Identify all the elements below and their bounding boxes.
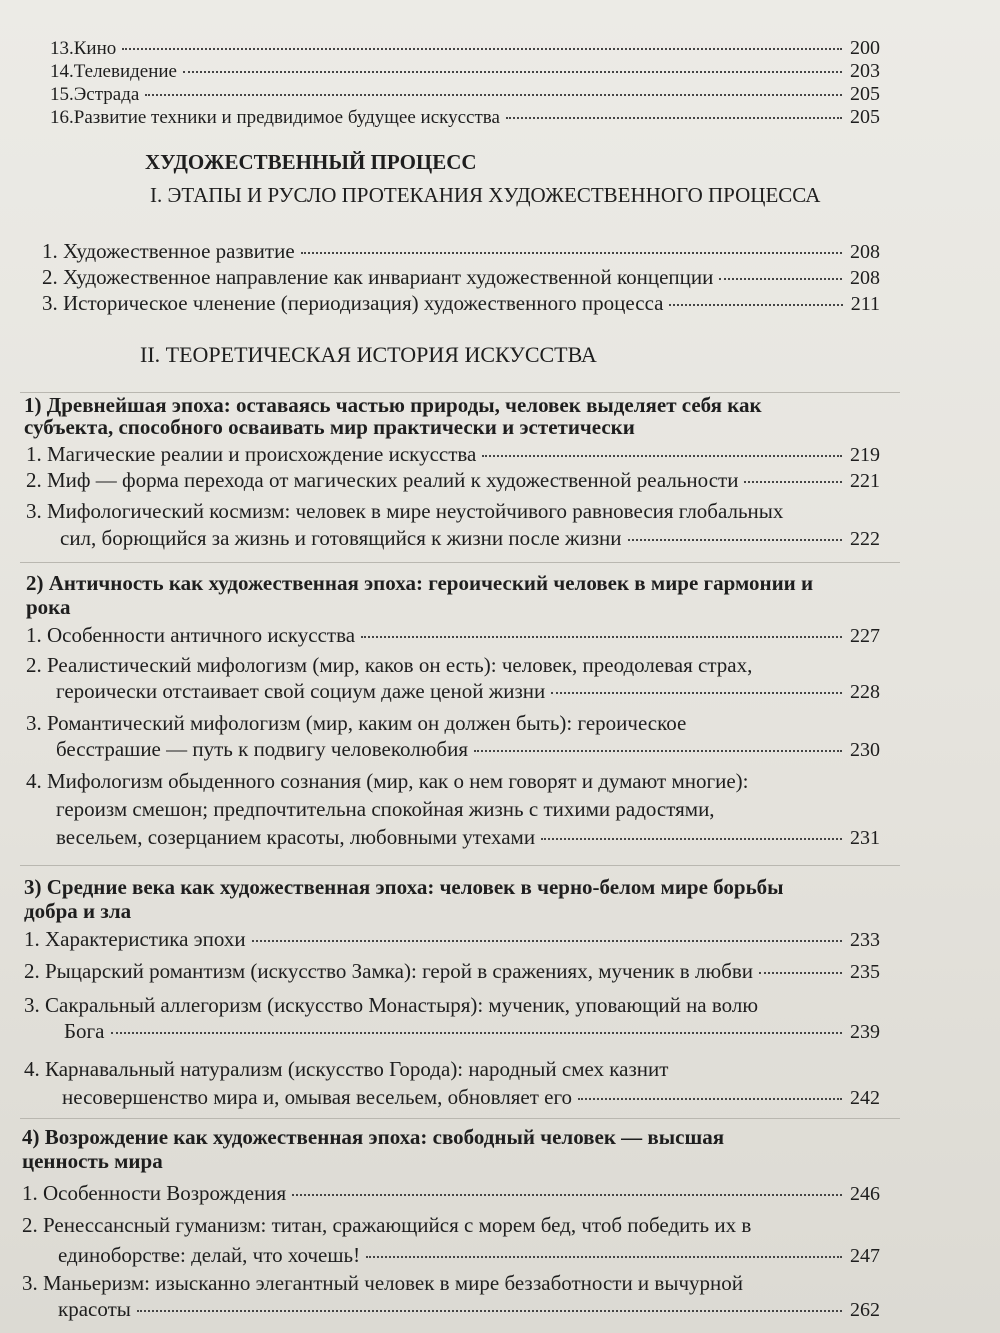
toc-entry bbox=[56, 678, 880, 705]
toc-page-number: 235 bbox=[850, 961, 880, 983]
leader-dots bbox=[669, 304, 842, 306]
toc-entry bbox=[50, 104, 880, 131]
toc-entry-text: 15.Эстрада bbox=[50, 84, 140, 105]
leader-dots bbox=[719, 278, 842, 280]
toc-entry-text: 16.Развитие техники и предвидимое будущее искусства bbox=[50, 107, 500, 128]
toc-entry bbox=[58, 1296, 880, 1323]
leader-dots bbox=[541, 838, 842, 840]
leader-dots bbox=[122, 48, 842, 50]
toc-page-number: 205 bbox=[850, 106, 880, 128]
leader-dots bbox=[628, 539, 842, 541]
toc-page-number: 222 bbox=[850, 528, 880, 550]
toc-entry-text: 2. Рыцарский романтизм (искусство Замка): герой в сражениях, мученик в любви bbox=[24, 959, 753, 983]
toc-page-number: 227 bbox=[850, 625, 880, 647]
toc-entry-text: 3. Мифологический космизм: человек в мире неустойчивого равновесия глобальных bbox=[26, 499, 784, 523]
toc-entry-text: 1. Особенности Возрождения bbox=[22, 1181, 287, 1205]
leader-dots bbox=[366, 1256, 842, 1258]
leader-dots bbox=[137, 1310, 842, 1312]
toc-entry-text: единоборстве: делай, что хочешь! bbox=[58, 1243, 361, 1267]
toc-page-number: 211 bbox=[850, 293, 880, 315]
toc-entry-text: 3. Маньеризм: изысканно элегантный человек в мире беззаботности и вычурной bbox=[22, 1271, 743, 1295]
leader-dots bbox=[292, 1194, 842, 1196]
toc-entry bbox=[42, 290, 880, 317]
toc-entry bbox=[64, 1018, 880, 1045]
leader-dots bbox=[759, 972, 842, 974]
epoch-heading: ценность мира bbox=[22, 1149, 163, 1173]
chapter-title: II. ТЕОРЕТИЧЕСКАЯ ИСТОРИЯ ИСКУССТВА bbox=[140, 342, 597, 367]
toc-page-number: 231 bbox=[850, 827, 880, 849]
epoch-heading: добра и зла bbox=[24, 899, 132, 923]
epoch-heading: 4) Возрождение как художественная эпоха: свободный человек — высшая bbox=[22, 1125, 725, 1149]
toc-page-number: 228 bbox=[850, 681, 880, 703]
toc-entry-text: 4. Карнавальный натурализм (искусство Города): народный смех казнит bbox=[24, 1057, 669, 1081]
toc-entry-text: 14.Телевидение bbox=[50, 61, 177, 82]
toc-entry bbox=[42, 264, 880, 291]
toc-entry-text: 3. Сакральный аллегоризм (искусство Монастыря): мученик, уповающий на волю bbox=[24, 993, 759, 1017]
part-title: ХУДОЖЕСТВЕННЫЙ ПРОЦЕСС bbox=[145, 150, 477, 174]
toc-page-number: 205 bbox=[850, 83, 880, 105]
leader-dots bbox=[744, 481, 842, 483]
toc-page-number: 208 bbox=[850, 267, 880, 289]
toc-entry-text: 3. Историческое членение (периодизация) художественного процесса bbox=[42, 291, 664, 315]
toc-entry bbox=[24, 958, 880, 985]
leader-dots bbox=[301, 252, 842, 254]
toc-entry-text: героизм смешон; предпочтительна спокойная жизнь с тихими радостями, bbox=[56, 797, 715, 821]
leader-dots bbox=[145, 94, 842, 96]
toc-page-number: 219 bbox=[850, 444, 880, 466]
toc-page-number: 242 bbox=[850, 1087, 880, 1109]
epoch-heading: 2) Античность как художественная эпоха: героический человек в мире гармонии и bbox=[26, 571, 814, 595]
epoch-heading: 1) Древнейшая эпоха: оставаясь частью природы, человек выделяет себя как bbox=[24, 393, 762, 417]
toc-entry-text: 1. Художественное развитие bbox=[42, 239, 295, 263]
toc-entry-text: несовершенство мира и, омывая весельем, обновляет его bbox=[62, 1085, 573, 1109]
toc-entry-text: 2. Миф — форма перехода от магических реалий к художественной реальности bbox=[26, 468, 739, 492]
toc-entry-text: красоты bbox=[58, 1297, 131, 1321]
toc-entry-text: сил, борющийся за жизнь и готовящийся к жизни после жизни bbox=[60, 526, 622, 550]
toc-entry bbox=[26, 441, 880, 468]
toc-entry-text: Бога bbox=[64, 1019, 105, 1043]
toc-entry-text: 2. Ренессансный гуманизм: титан, сражающийся с морем бед, чтоб победить их в bbox=[22, 1213, 752, 1237]
leader-dots bbox=[474, 750, 842, 752]
toc-entry bbox=[42, 238, 880, 265]
toc-entry-text: бесстрашие — путь к подвигу человеколюбия bbox=[56, 737, 468, 761]
toc-page-number: 246 bbox=[850, 1183, 880, 1205]
toc-entry-text: 1. Особенности античного искусства bbox=[26, 623, 356, 647]
toc-entry-text: весельем, созерцанием красоты, любовными утехами bbox=[56, 825, 536, 849]
toc-entry bbox=[58, 1242, 880, 1269]
section-divider bbox=[20, 562, 900, 563]
toc-entry bbox=[56, 824, 880, 851]
leader-dots bbox=[111, 1032, 843, 1034]
section-divider bbox=[20, 1118, 900, 1119]
toc-page-number: 247 bbox=[850, 1245, 880, 1267]
toc-entry bbox=[56, 736, 880, 763]
leader-dots bbox=[361, 636, 842, 638]
epoch-heading: рока bbox=[26, 595, 71, 619]
leader-dots bbox=[506, 117, 842, 119]
toc-page-number: 221 bbox=[850, 470, 880, 492]
toc-page-number: 239 bbox=[850, 1021, 880, 1043]
leader-dots bbox=[252, 940, 842, 942]
epoch-heading: 3) Средние века как художественная эпоха: человек в черно-белом мире борьбы bbox=[24, 875, 784, 899]
leader-dots bbox=[183, 71, 842, 73]
toc-page-number: 203 bbox=[850, 60, 880, 82]
toc-page-number: 262 bbox=[850, 1299, 880, 1321]
toc-page-number: 200 bbox=[850, 37, 880, 59]
toc-entry bbox=[24, 926, 880, 953]
leader-dots bbox=[551, 692, 842, 694]
toc-entry-text: 2. Реалистический мифологизм (мир, каков он есть): человек, преодолевая страх, bbox=[26, 653, 753, 677]
chapter-title: I. ЭТАПЫ И РУСЛО ПРОТЕКАНИЯ ХУДОЖЕСТВЕННОГО ПРОЦЕССА bbox=[150, 183, 821, 207]
toc-entry-text: 13.Кино bbox=[50, 38, 117, 59]
toc-entry bbox=[26, 622, 880, 649]
epoch-heading: субъекта, способного осваивать мир практически и эстетически bbox=[24, 415, 635, 439]
toc-entry-text: 1. Магические реалии и происхождение искусства bbox=[26, 442, 477, 466]
leader-dots bbox=[578, 1098, 842, 1100]
toc-entry-text: 2. Художественное направление как инвариант художественной концепции bbox=[42, 265, 714, 289]
section-divider bbox=[20, 865, 900, 866]
toc-entry-text: 3. Романтический мифологизм (мир, каким он должен быть): героическое bbox=[26, 711, 687, 735]
toc-entry bbox=[22, 1180, 880, 1207]
toc-page-number: 233 bbox=[850, 929, 880, 951]
toc-entry-text: 1. Характеристика эпохи bbox=[24, 927, 246, 951]
toc-entry-text: 4. Мифологизм обыденного сознания (мир, как о нем говорят и думают многие): bbox=[26, 769, 749, 793]
toc-page-number: 208 bbox=[850, 241, 880, 263]
toc-entry bbox=[26, 467, 880, 494]
toc-entry bbox=[60, 525, 880, 552]
leader-dots bbox=[482, 455, 842, 457]
toc-entry-text: героически отстаивает свой социум даже ценой жизни bbox=[56, 679, 546, 703]
toc-page-number: 230 bbox=[850, 739, 880, 761]
toc-entry bbox=[62, 1084, 880, 1111]
